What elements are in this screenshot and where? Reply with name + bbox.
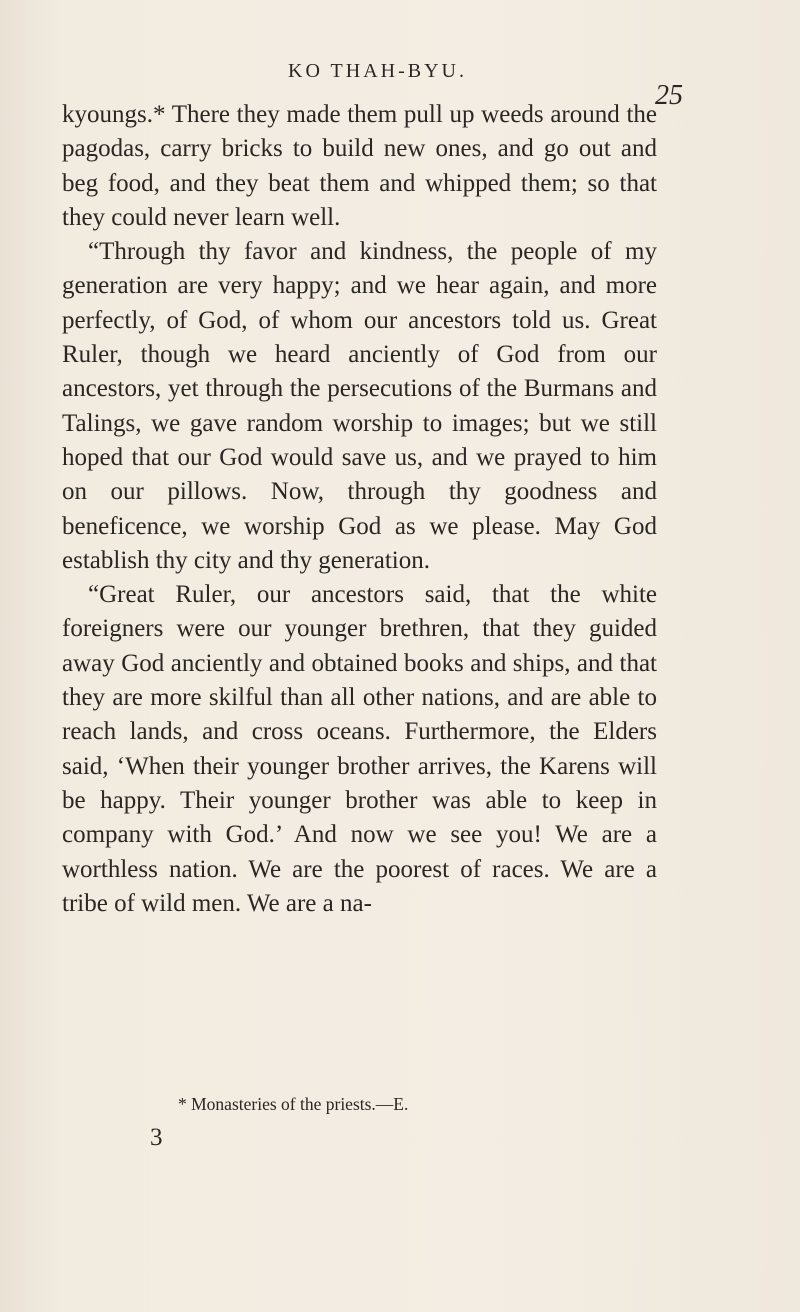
footnote: * Monasteries of the priests.—E. — [178, 1094, 409, 1114]
running-title: KO THAH-BYU. — [288, 60, 467, 82]
body-text — [62, 98, 657, 921]
paragraph-1: kyoungs.* There they made them pull up weeds around the pagodas, carry bricks to build new ones, and go out and beg food, and they beat them and whipped them; so that they could never learn well. — [62, 101, 657, 231]
paragraph-2: “Through thy favor and kindness, the people of my generation are very happy; and we hear again, and more perfectly, of God, of whom our ancestors told us. Great Ruler, though we heard anciently of God from our ancestors, yet through the persecutions of the Burmans and Talings, we gave random worship to images; but we still hoped that our God would save us, and we prayed to him on our pillows. Now, through thy goodness and beneficence, we worship God as we please. May God establish thy city and thy generation. — [62, 238, 657, 574]
paragraph-3: “Great Ruler, our ancestors said, that the white foreigners were our younger brethren, that they guided away God anciently and obtained books and ships, and that they are more skilful than all other nations, and are able to reach lands, and cross oceans. Furthermore, the Elders said, ‘When their younger brother arrives, the Karens will be happy. Their younger brother was able to keep in company with God.’ And now we see you! We are a worthless nation. We are the poorest of races. We are a tribe of wild men. We are a na- — [62, 581, 657, 917]
page-number: 25 — [655, 80, 683, 111]
signature-mark: 3 — [150, 1124, 163, 1151]
